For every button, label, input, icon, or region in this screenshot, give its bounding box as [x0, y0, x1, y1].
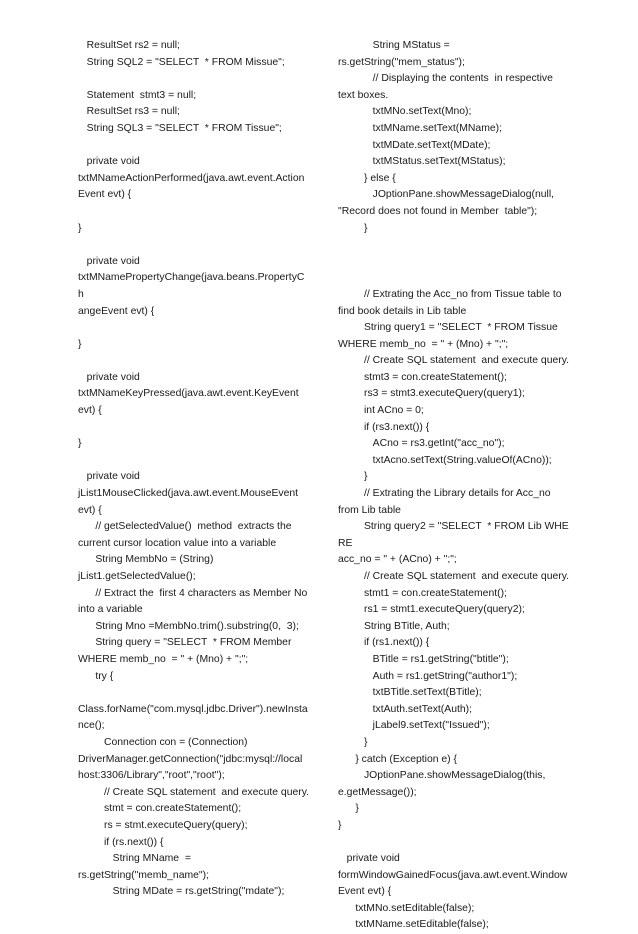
code-line: txtAuth.setText(Auth);	[338, 703, 472, 715]
code-line: // Extrating the Library details for Acc_no	[338, 488, 551, 500]
code-line: private void	[78, 255, 140, 267]
code-line: evt) {	[78, 405, 102, 417]
code-line: stmt = con.createStatement();	[78, 803, 242, 815]
code-line: String Mno =MembNo.trim().substring(0, 3);	[78, 620, 299, 632]
code-line: // Extrating the Acc_no from Tissue table to	[338, 288, 562, 300]
code-line: // Displaying the contents in respective	[338, 73, 553, 85]
code-line: try {	[78, 670, 114, 682]
code-line: }	[338, 803, 359, 815]
code-line: }	[78, 438, 82, 450]
code-line: "Record does not found in Member table");	[338, 205, 538, 217]
code-line: String BTitle, Auth;	[338, 620, 450, 632]
code-line: stmt1 = con.createStatement();	[338, 587, 507, 599]
code-line: private void	[78, 156, 140, 168]
code-line: stmt3 = con.createStatement();	[338, 371, 507, 383]
code-line: txtBTitle.setText(BTitle);	[338, 687, 482, 699]
code-line	[78, 138, 310, 155]
code-column-left	[78, 38, 310, 901]
code-line	[78, 420, 310, 437]
code-line: rs.getString("mem_status");	[338, 56, 465, 68]
code-line: Class.forName("com.mysql.jdbc.Driver").newInsta	[78, 703, 308, 715]
code-line: JOptionPane.showMessageDialog(null,	[338, 189, 555, 201]
code-line	[338, 835, 570, 852]
code-line: // Create SQL statement and execute query.	[338, 355, 570, 367]
code-line: jList1MouseClicked(java.awt.event.MouseEvent	[78, 488, 299, 500]
code-line	[338, 237, 570, 254]
code-line: // Extract the first 4 characters as Member No	[78, 587, 308, 599]
code-line: ACno = rs3.getInt("acc_no");	[338, 438, 505, 450]
code-line: acc_no = " + (ACno) + ";";	[338, 554, 457, 566]
code-line: String query1 = "SELECT * FROM Tissue	[338, 322, 558, 334]
code-line: }	[78, 338, 82, 350]
code-line: String MName =	[78, 853, 191, 865]
code-line: host:3306/Library","root","root");	[78, 770, 225, 782]
code-line: angeEvent evt) {	[78, 305, 155, 317]
code-line: }	[338, 819, 342, 831]
code-line: Connection con = (Connection)	[78, 736, 248, 748]
code-line: // getSelectedValue() method extracts the	[78, 521, 292, 533]
code-line: }	[78, 222, 82, 234]
code-line: from Lib table	[338, 504, 401, 516]
code-line: BTitle = rs1.getString("btitle");	[338, 653, 509, 665]
code-line: WHERE memb_no = " + (Mno) + ";";	[78, 653, 249, 665]
code-line: nce();	[78, 720, 105, 732]
code-line: } else {	[338, 172, 396, 184]
code-line: // Create SQL statement and execute query.	[78, 786, 310, 798]
code-line: txtMNamePropertyChange(java.beans.PropertyCh	[78, 272, 305, 300]
code-line: txtMNo.setText(Mno);	[338, 106, 472, 118]
code-line: rs1 = stmt1.executeQuery(query2);	[338, 604, 525, 616]
code-line	[78, 320, 310, 337]
code-line: txtMDate.setText(MDate);	[338, 139, 491, 151]
code-line	[78, 237, 310, 254]
code-line: String query2 = "SELECT * FROM Lib WHERE	[338, 521, 569, 549]
code-line: int ACno = 0;	[338, 405, 424, 417]
code-line: txtMStatus.setText(MStatus);	[338, 156, 506, 168]
code-line: String query = "SELECT * FROM Member	[78, 637, 292, 649]
code-line: rs = stmt.executeQuery(query);	[78, 819, 248, 831]
code-line	[78, 353, 310, 370]
code-line: current cursor location value into a variable	[78, 537, 277, 549]
code-line	[78, 204, 310, 221]
code-line	[78, 71, 310, 88]
code-line: txtMName.setEditable(false);	[338, 919, 489, 931]
code-line: formWindowGainedFocus(java.awt.event.Window	[338, 869, 568, 881]
code-line: WHERE memb_no = " + (Mno) + ";";	[338, 338, 509, 350]
code-line: }	[338, 736, 368, 748]
code-line: DriverManager.getConnection("jdbc:mysql://local	[78, 753, 303, 765]
code-line	[78, 453, 310, 470]
code-line: if (rs1.next()) {	[338, 637, 430, 649]
code-line: String MDate = rs.getString("mdate");	[78, 886, 285, 898]
code-line: String SQL3 = "SELECT * FROM Tissue";	[78, 122, 282, 134]
code-line: evt) {	[78, 504, 102, 516]
code-line: }	[338, 471, 368, 483]
code-line	[78, 685, 310, 702]
code-line: Event evt) {	[78, 189, 132, 201]
code-line: if (rs3.next()) {	[338, 421, 430, 433]
code-line: into a variable	[78, 604, 143, 616]
code-line: private void	[78, 471, 140, 483]
code-line: Auth = rs1.getString("author1");	[338, 670, 518, 682]
code-line: String SQL2 = "SELECT * FROM Missue";	[78, 56, 285, 68]
code-line: private void	[78, 371, 140, 383]
code-line: e.getMessage());	[338, 786, 417, 798]
code-line: text boxes.	[338, 89, 389, 101]
code-line: // Create SQL statement and execute query.	[338, 571, 570, 582]
code-line: find book details in Lib table	[338, 305, 467, 317]
code-line	[338, 270, 570, 287]
code-line: jLabel9.setText("Issued");	[338, 720, 490, 732]
code-line: String MStatus =	[338, 40, 450, 51]
code-line: txtMNameActionPerformed(java.awt.event.Action	[78, 172, 305, 184]
code-line	[338, 254, 570, 271]
code-line: ResultSet rs3 = null;	[78, 106, 180, 118]
code-line: JOptionPane.showMessageDialog(this,	[338, 770, 546, 782]
code-line: jList1.getSelectedValue();	[78, 571, 196, 582]
code-line: Event evt) {	[338, 886, 392, 898]
code-line: String MembNo = (String)	[78, 554, 214, 566]
code-line: } catch (Exception e) {	[338, 753, 457, 765]
code-line: txtMName.setText(MName);	[338, 122, 502, 134]
code-line: txtMNameKeyPressed(java.awt.event.KeyEvent	[78, 388, 299, 400]
code-line: rs.getString("memb_name");	[78, 869, 209, 881]
code-line: if (rs.next()) {	[78, 836, 164, 848]
code-line: ResultSet rs2 = null;	[78, 40, 180, 51]
code-line: }	[338, 222, 368, 234]
code-column-right	[338, 38, 570, 934]
code-line: rs3 = stmt3.executeQuery(query1);	[338, 388, 525, 400]
code-line: private void	[338, 853, 400, 865]
code-line: txtAcno.setText(String.valueOf(ACno));	[338, 454, 552, 466]
code-line: txtMNo.setEditable(false);	[338, 902, 475, 914]
code-line: Statement stmt3 = null;	[78, 89, 197, 101]
